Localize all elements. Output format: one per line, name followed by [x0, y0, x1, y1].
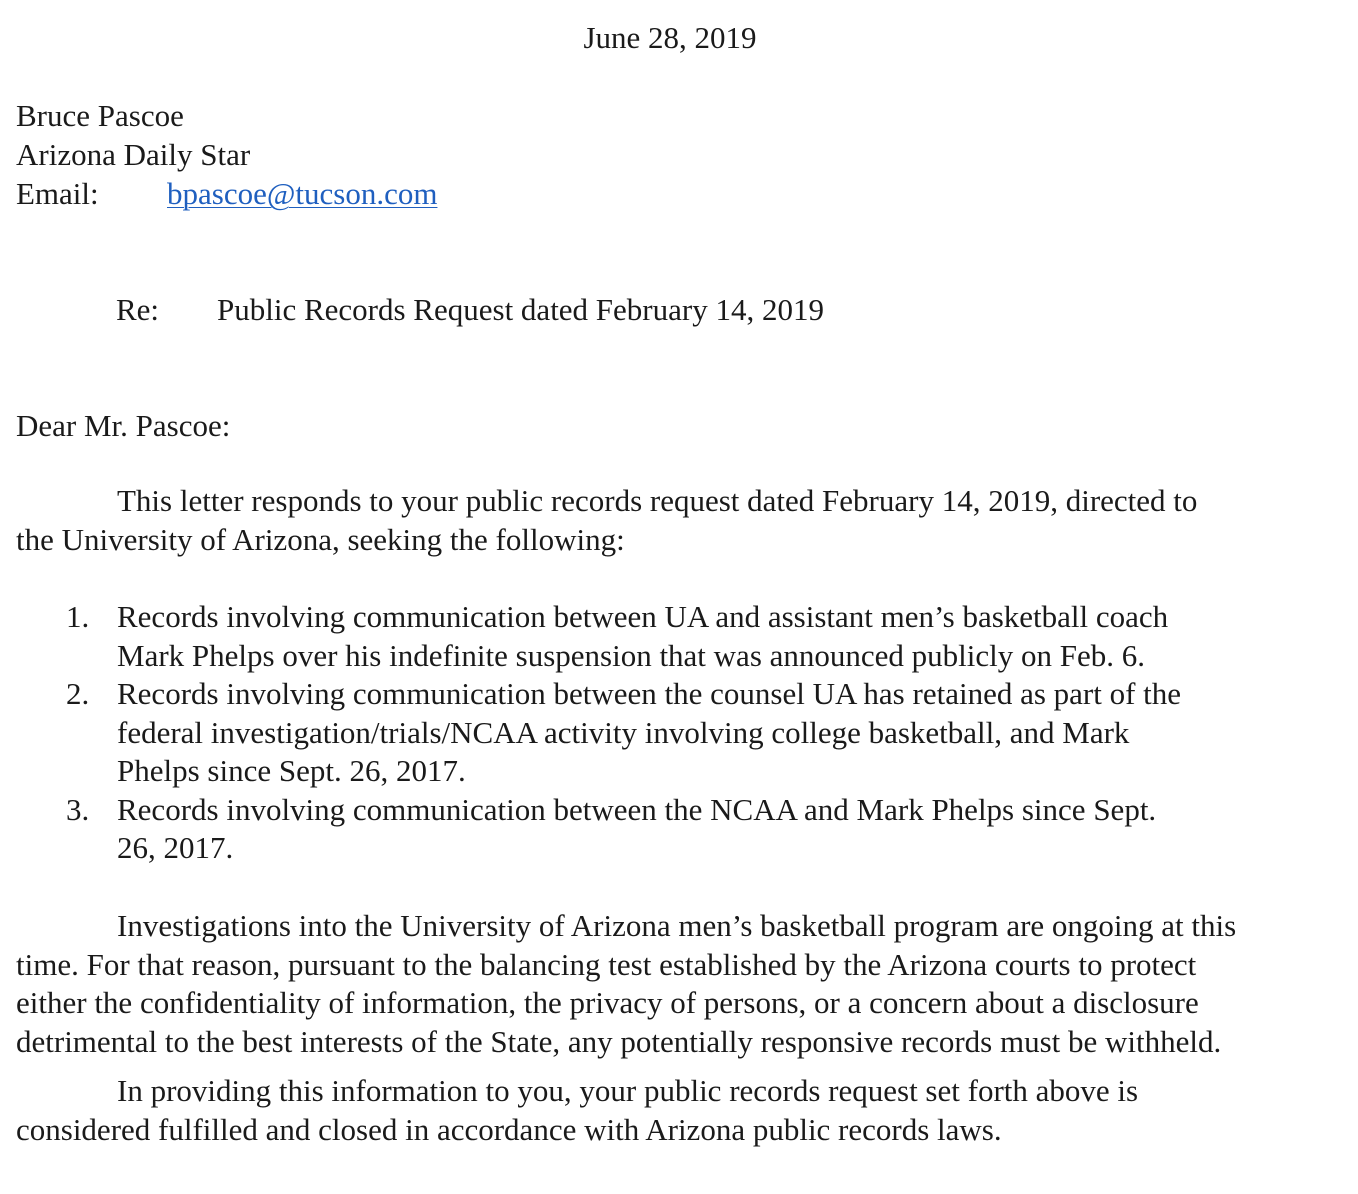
request-number: 3.	[66, 791, 90, 827]
investigation-line: either the confidentiality of information, the privacy of persons, or a concern about a disclosure	[16, 985, 1199, 1020]
closing-paragraph	[16, 1072, 1336, 1149]
subject-label: Re:	[116, 292, 160, 327]
request-list	[0, 598, 1340, 868]
intro-line: This letter responds to your public records request dated February 14, 2019, directed to	[117, 483, 1198, 518]
subject-text: Public Records Request dated February 14, 2019	[217, 292, 824, 327]
intro-paragraph	[16, 482, 1336, 559]
request-number: 1.	[66, 599, 90, 634]
request-item	[0, 791, 1340, 868]
email-link[interactable]: bpascoe@tucson.com	[167, 176, 438, 211]
request-line: Phelps since Sept. 26, 2017.	[117, 753, 466, 788]
request-item	[0, 675, 1340, 791]
investigation-line: detrimental to the best interests of the State, any potentially responsive records must be withheld.	[16, 1023, 1222, 1059]
request-number: 2.	[66, 676, 90, 711]
request-line: Records involving communication between UA and assistant men’s basketball coach	[117, 599, 1169, 634]
request-line: Mark Phelps over his indefinite suspension that was announced publicly on Feb. 6.	[117, 637, 1146, 673]
request-line: Records involving communication between the counsel UA has retained as part of the	[117, 676, 1182, 711]
recipient-address-block	[16, 96, 437, 213]
closing-line: In providing this information to you, your public records request set forth above is	[117, 1073, 1139, 1108]
request-line: Records involving communication between the NCAA and Mark Phelps since Sept.	[117, 791, 1157, 827]
recipient-organization: Arizona Daily Star	[16, 137, 251, 172]
recipient-name: Bruce Pascoe	[16, 98, 184, 133]
investigation-line: Investigations into the University of Arizona men’s basketball program are ongoing at this	[117, 908, 1237, 943]
recipient-email-line	[16, 174, 437, 213]
closing-line: considered fulfilled and closed in accordance with Arizona public records laws.	[16, 1111, 1002, 1147]
investigation-paragraph	[16, 907, 1336, 1061]
investigation-line: time. For that reason, pursuant to the balancing test established by the Arizona courts to protect	[16, 946, 1197, 982]
salutation: Dear Mr. Pascoe:	[16, 408, 231, 443]
request-line: federal investigation/trials/NCAA activity involving college basketball, and Mark	[117, 714, 1130, 750]
subject-line	[116, 290, 824, 330]
letter-date: June 28, 2019	[583, 20, 757, 55]
request-item	[0, 598, 1340, 675]
email-label: Email:	[16, 176, 99, 211]
request-line: 26, 2017.	[117, 830, 234, 865]
intro-line: the University of Arizona, seeking the following:	[16, 521, 625, 557]
